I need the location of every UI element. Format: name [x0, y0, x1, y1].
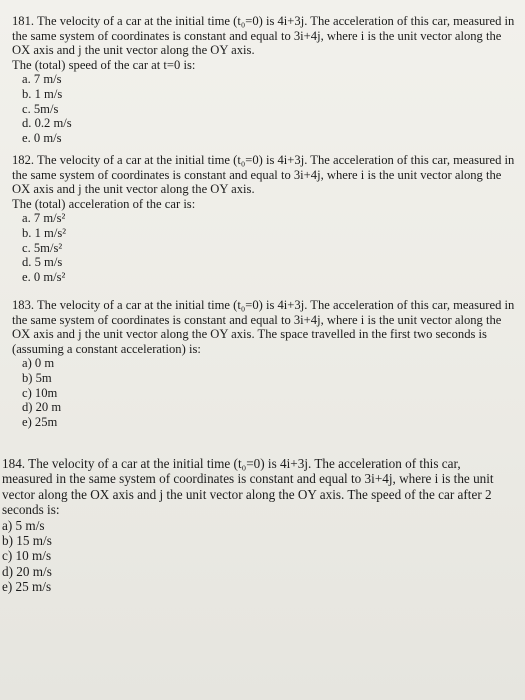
answer-option: a. 7 m/s [22, 72, 62, 87]
answer-option: d) 20 m [22, 400, 62, 415]
answer-option: b) 15 m/s [2, 533, 52, 549]
question-stem: 183. The velocity of a car at the initial time (t₀=0) is 4i+3j. The acceleration of this car, measured in the same system of coordinates is constant and equal to 3i+4j, where i is the unit vector along the OX axis and j the unit vector along the OY axis. The space travelled in the first two seconds is (assuming a constant acceleration) is: [12, 298, 515, 356]
answer-options [12, 356, 517, 429]
answer-option: a) 0 m [22, 356, 55, 371]
answer-option: a) 5 m/s [2, 517, 45, 533]
question-183 [12, 298, 517, 429]
answer-option: b. 1 m/s [22, 86, 63, 101]
answer-option: c. 5m/s² [22, 240, 63, 255]
answer-option: e) 25m [22, 414, 58, 429]
answer-option: e. 0 m/s [22, 130, 62, 145]
question-182 [12, 153, 517, 284]
question-prompt: The (total) acceleration of the car is: [12, 196, 196, 211]
answer-option: b. 1 m/s² [22, 225, 67, 240]
question-181 [12, 14, 517, 145]
answer-options [12, 72, 517, 145]
question-stem: 182. The velocity of a car at the initial time (t₀=0) is 4i+3j. The acceleration of this car, measured in the same system of coordinates is constant and equal to 3i+4j, where i is the unit vector along the OX axis and j the unit vector along the OY axis. [12, 153, 515, 197]
answer-option: e) 25 m/s [2, 579, 52, 595]
answer-options [12, 211, 517, 284]
answer-option: c) 10m [22, 385, 58, 400]
question-stem: 181. The velocity of a car at the initial time (t₀=0) is 4i+3j. The acceleration of this car, measured in the same system of coordinates is constant and equal to 3i+4j, where i is the unit vector along the OX axis and j the unit vector along the OY axis. [12, 14, 515, 58]
answer-option: c. 5m/s [22, 101, 59, 116]
answer-option: d. 0.2 m/s [22, 116, 72, 131]
answer-option: c) 10 m/s [2, 548, 52, 564]
question-prompt: The (total) speed of the car at t=0 is: [12, 57, 196, 72]
answer-options [2, 518, 507, 595]
question-184 [2, 456, 507, 595]
answer-option: b) 5m [22, 370, 52, 385]
answer-option: d) 20 m/s [2, 563, 52, 579]
answer-option: a. 7 m/s² [22, 211, 66, 226]
answer-option: e. 0 m/s² [22, 269, 66, 284]
question-stem: 184. The velocity of a car at the initial time (t₀=0) is 4i+3j. The acceleration of this car, measured in the same system of coordinates is constant and equal to 3i+4j, where i is the unit vector along the OX axis and j the unit vector along the OY axis. The speed of the car after 2 seconds is: [2, 456, 494, 518]
answer-option: d. 5 m/s [22, 255, 63, 270]
